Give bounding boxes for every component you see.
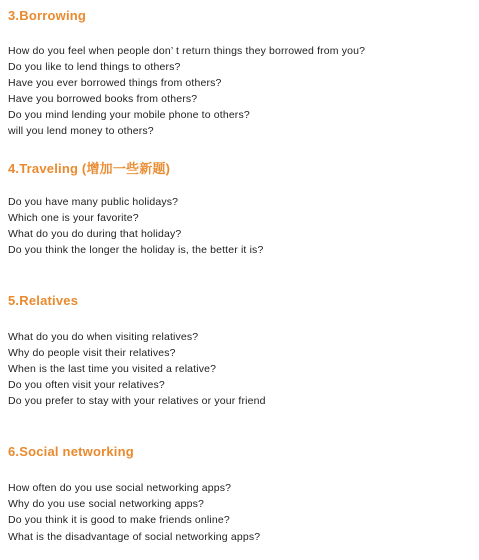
question-item: How do you feel when people don’ t return things they borrowed from you? — [8, 45, 366, 57]
question-item: Why do people visit their relatives? — [8, 347, 176, 359]
question-item: Do you prefer to stay with your relatives or your friend — [8, 395, 266, 407]
question-item: Do you have many public holidays? — [8, 196, 179, 208]
question-item: Which one is your favorite? — [8, 212, 139, 224]
question-item: What do you do during that holiday? — [8, 228, 182, 240]
question-item: Do you think it is good to make friends online? — [8, 514, 230, 526]
section-heading-social-networking: 6.Social networking — [8, 444, 134, 459]
question-item: Have you borrowed books from others? — [8, 93, 198, 105]
question-item: What is the disadvantage of social networking apps? — [8, 531, 261, 543]
question-item: When is the last time you visited a relative? — [8, 363, 217, 375]
section-heading-traveling: 4.Traveling (增加一些新题) — [8, 161, 171, 176]
question-item: Do you think the longer the holiday is, the better it is? — [8, 244, 264, 256]
question-item: How often do you use social networking apps? — [8, 482, 232, 494]
question-item: Have you ever borrowed things from others? — [8, 77, 222, 89]
question-item: Do you like to lend things to others? — [8, 61, 181, 73]
section-heading-relatives: 5.Relatives — [8, 293, 79, 308]
question-item: Do you often visit your relatives? — [8, 379, 165, 391]
question-item: will you lend money to others? — [8, 125, 154, 137]
question-item: Why do you use social networking apps? — [8, 498, 204, 510]
section-heading-borrowing: 3.Borrowing — [8, 8, 87, 23]
question-item: What do you do when visiting relatives? — [8, 331, 199, 343]
question-item: Do you mind lending your mobile phone to others? — [8, 109, 250, 121]
